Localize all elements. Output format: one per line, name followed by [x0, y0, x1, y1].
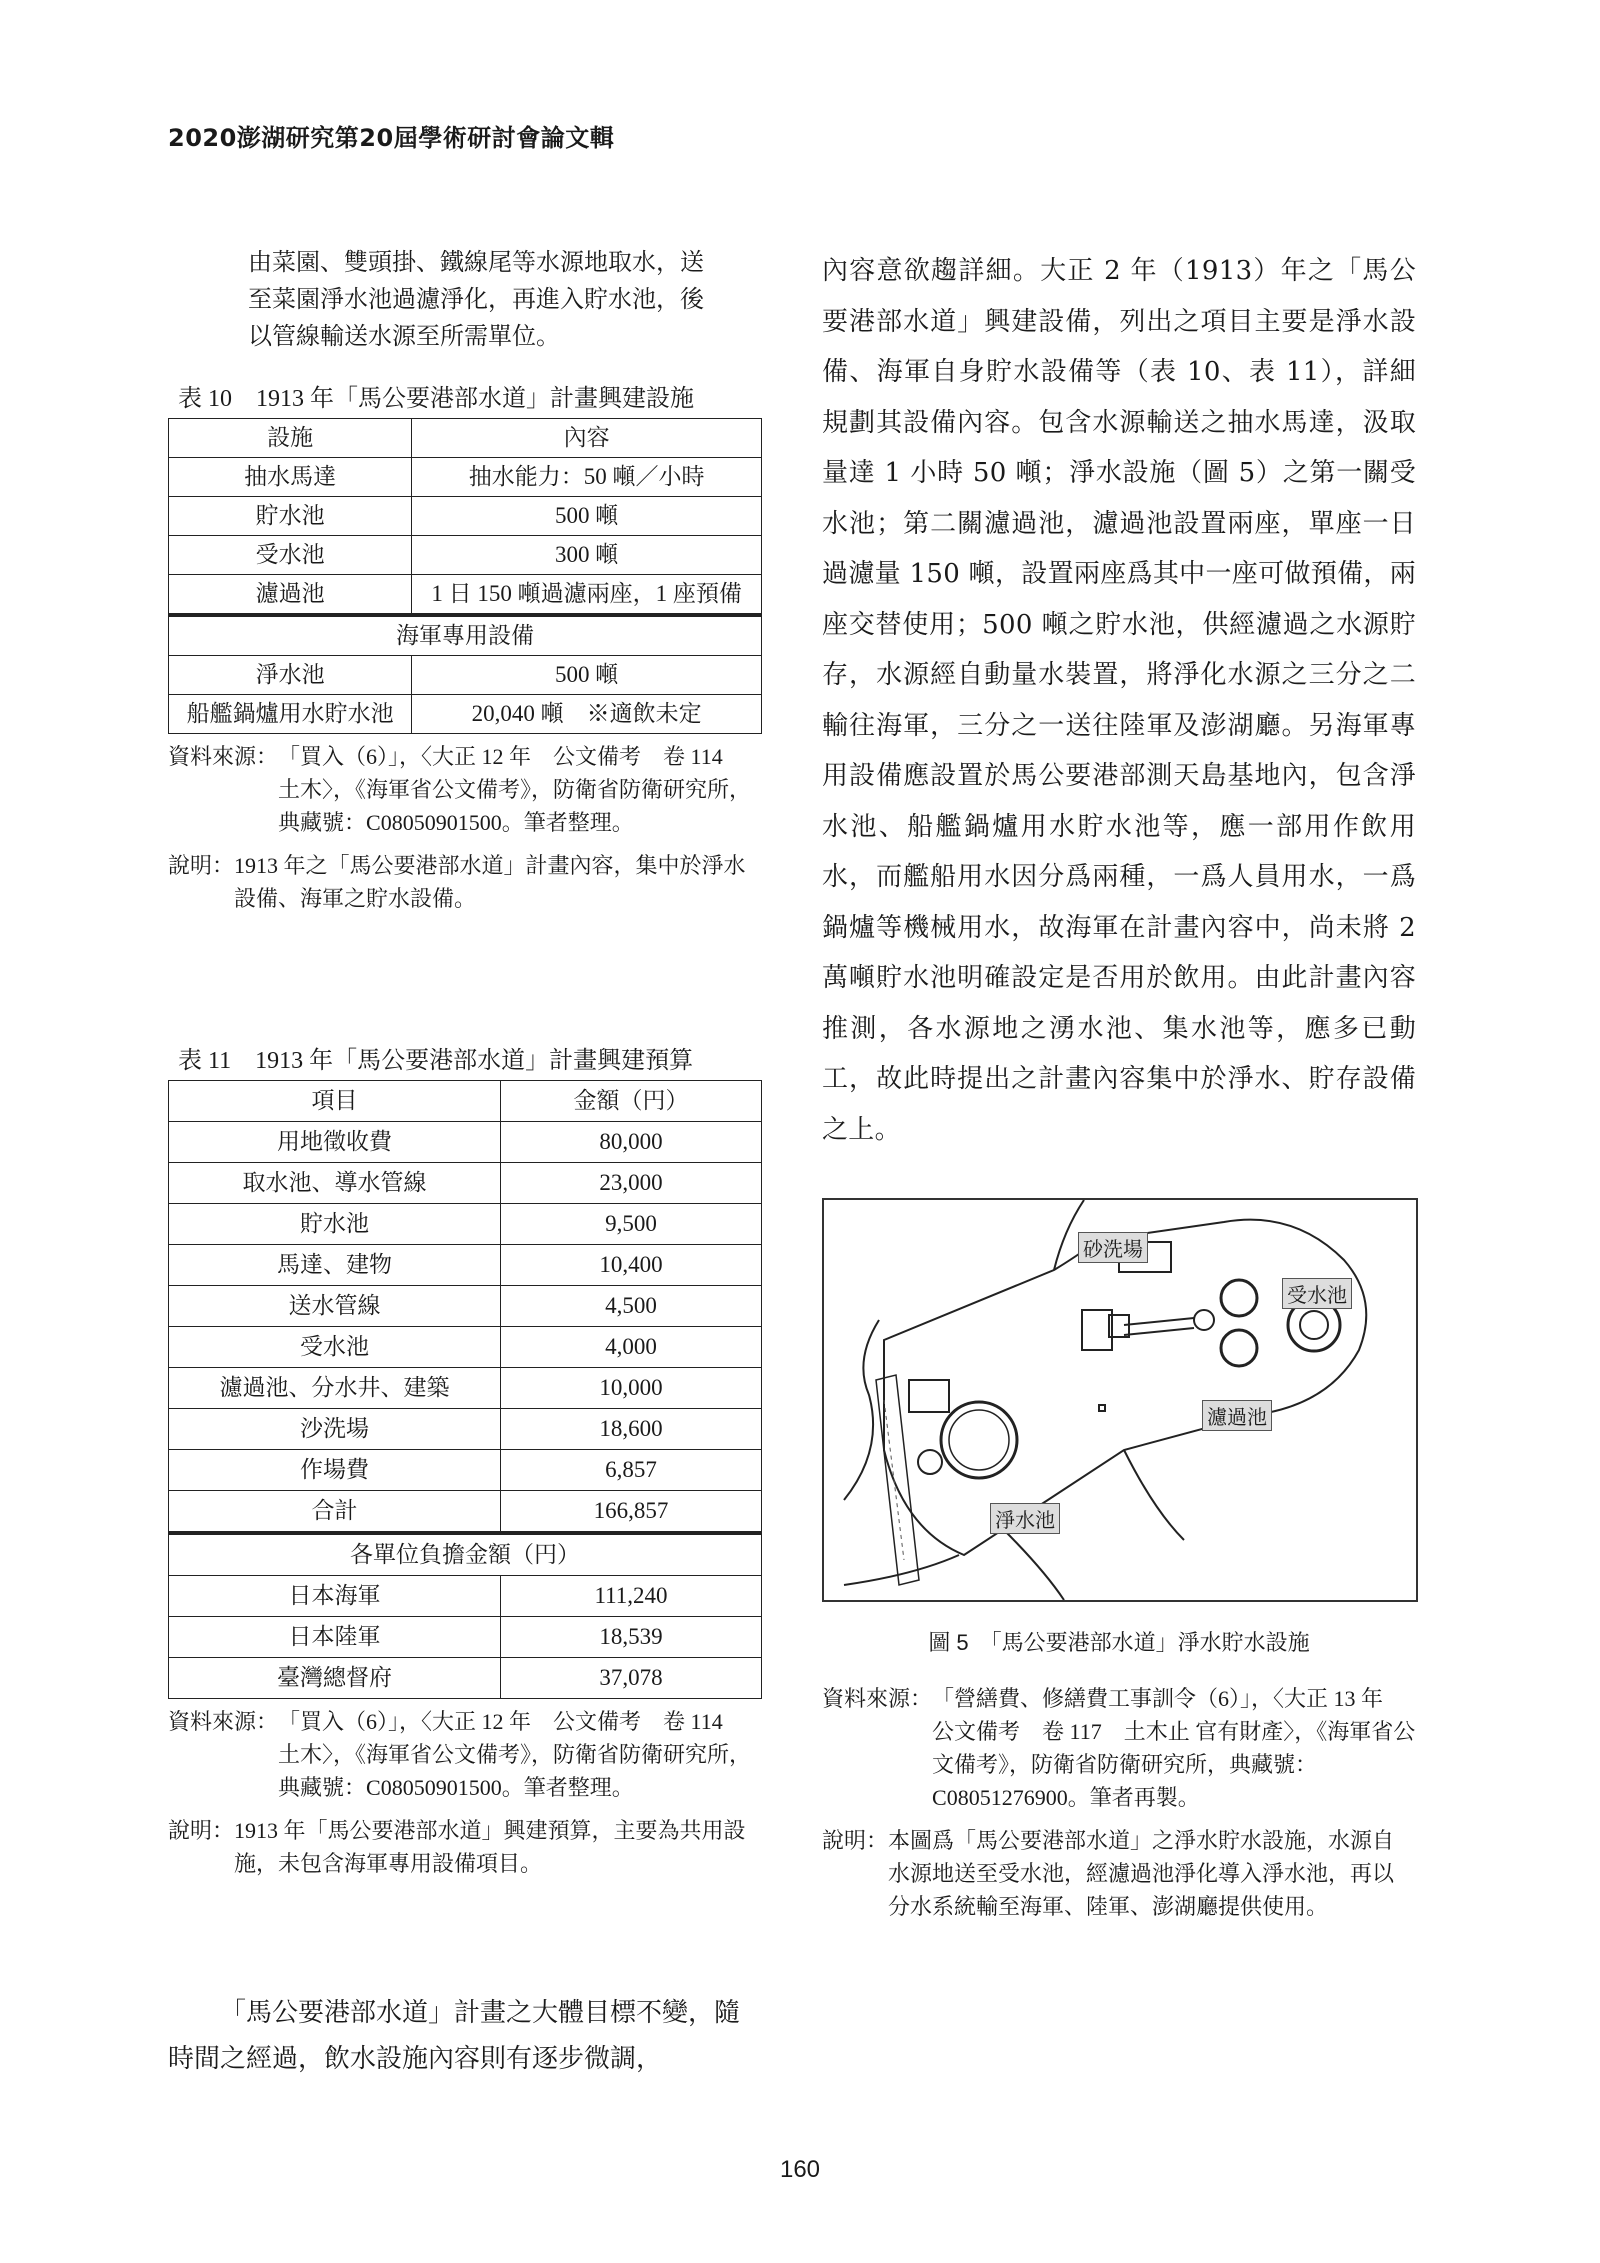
header-cell: 內容 — [412, 419, 762, 458]
table-row — [169, 1122, 762, 1163]
table-row — [169, 1204, 762, 1245]
table-cell: 送水管線 — [169, 1286, 501, 1327]
table10-block — [168, 384, 762, 915]
table-cell: 淨水池 — [169, 656, 412, 695]
table-cell: 船艦鍋爐用水貯水池 — [169, 695, 412, 734]
table-cell: 4,000 — [501, 1327, 762, 1368]
table10-source — [168, 740, 762, 839]
table-row — [169, 1163, 762, 1204]
table-cell: 取水池、導水管線 — [169, 1163, 501, 1204]
table-cell: 抽水能力：50 噸／小時 — [412, 458, 762, 497]
table-cell: 受水池 — [169, 1327, 501, 1368]
header-cell: 金額（円） — [501, 1081, 762, 1122]
table10-note — [168, 849, 762, 915]
table-cell: 用地徵收費 — [169, 1122, 501, 1163]
table-row — [169, 1450, 762, 1491]
table-row — [169, 1245, 762, 1286]
note-label: 說明： — [822, 1828, 889, 1853]
page-number: 160 — [779, 2156, 821, 2183]
table-cell: 500 噸 — [412, 497, 762, 536]
table-cell: 1 日 150 噸過濾兩座，1 座預備 — [412, 575, 762, 616]
source-text: 「買入（6）」，〈大正 12 年 公文備考 卷 114 土木〉，《海軍省公文備考》，防衛省防衛研究所，典藏號：C08050901500。筆者整理。 — [278, 1709, 752, 1800]
table-cell: 10,000 — [501, 1368, 762, 1409]
left-paragraph-block — [168, 1990, 762, 2082]
table-row — [169, 458, 762, 497]
table-cell: 111,240 — [501, 1576, 762, 1617]
table-cell: 37,078 — [501, 1658, 762, 1699]
table-cell: 20,040 噸 ※適飲未定 — [412, 695, 762, 734]
table11-source — [168, 1705, 762, 1804]
table-row — [169, 695, 762, 734]
table-row — [169, 1327, 762, 1368]
table-section-row — [169, 615, 762, 656]
table-cell: 貯水池 — [169, 1204, 501, 1245]
table-cell: 合計 — [169, 1491, 501, 1534]
table-cell: 日本陸軍 — [169, 1617, 501, 1658]
table-cell: 300 噸 — [412, 536, 762, 575]
figure5-note — [822, 1824, 1416, 1923]
left-paragraph: 「馬公要港部水道」計畫之大體目標不變，隨時間之經過，飲水設施內容則有逐步微調， — [168, 1998, 741, 2074]
intro-text — [168, 244, 842, 355]
table-section-row — [169, 1533, 762, 1576]
running-header: 2020澎湖研究第20屆學術研討會論文輯 — [168, 124, 615, 152]
table-cell: 貯水池 — [169, 497, 412, 536]
table-cell: 18,600 — [501, 1409, 762, 1450]
table-header-row — [169, 419, 762, 458]
table-row — [169, 1368, 762, 1409]
source-text: 「營繕費、修繕費工事訓令（6）」，〈大正 13 年 公文備考 卷 117 土木止 官有財產〉，《海軍省公文備考》，防衛省防衛研究所，典藏號：C08051276900。筆者再製。 — [932, 1686, 1416, 1810]
source-text: 「買入（6）」，〈大正 12 年 公文備考 卷 114 土木〉，《海軍省公文備考》，防衛省防衛研究所，典藏號：C08050901500。筆者整理。 — [278, 744, 752, 835]
table-cell: 受水池 — [169, 536, 412, 575]
table-cell: 濾過池 — [169, 575, 412, 616]
figure5-map — [822, 1198, 1418, 1602]
table-row — [169, 1617, 762, 1658]
table-cell: 10,400 — [501, 1245, 762, 1286]
label-clean-pool: 淨水池 — [990, 1503, 1060, 1534]
table-row — [169, 656, 762, 695]
table-row — [169, 1491, 762, 1534]
intro-line: 至菜園淨水池過濾淨化，再進入貯水池，後 — [248, 285, 704, 313]
table-cell: 6,857 — [501, 1450, 762, 1491]
intro-line: 由菜園、雙頭掛、鐵線尾等水源地取水，送 — [248, 248, 704, 276]
table11 — [168, 1080, 762, 1699]
table10-caption: 表 10 1913 年「馬公要港部水道」計畫興建設施 — [178, 386, 694, 412]
table-cell: 作場費 — [169, 1450, 501, 1491]
table-row — [169, 1658, 762, 1699]
table-cell: 18,539 — [501, 1617, 762, 1658]
right-paragraph: 內容意欲趨詳細。大正 2 年（1913）年之「馬公要港部水道」興建設備，列出之項目主要是淨水設備、海軍自身貯水設備等（表 10、表 11），詳細規劃其設備內容。包含水源輸送之抽水馬達，汲取量達 1 小時 50 噸；淨水設施（圖 5）之第一關受水池；第二關濾過池，濾過池設置兩座，單座一日過濾量 150 噸，設置兩座爲其中一座可做預備，兩座交替使用；500 噸之貯水池，供經濾過之水源貯存，水源經自動量水裝置，將淨化水源之三分之二輸往海軍，三分之一送往陸軍及澎湖廳。另海軍專用設備應設置於馬公要港部測天島基地內，包含淨水池、船艦鍋爐用水貯水池等，應一部用作飲用水，而艦船用水因分爲兩種，一爲人員用水，一爲鍋爐等機械用水，故海軍在計畫內容中，尚未將 2 萬噸貯水池明確設定是否用於飲用。由此計畫內容推測，各水源地之湧水池、集水池等，應多已動工，故此時提出之計畫內容集中於淨水、貯存設備之上。 — [822, 256, 1416, 1145]
table11-note — [168, 1814, 762, 1880]
table-cell: 馬達、建物 — [169, 1245, 501, 1286]
figure5-notes — [822, 1676, 1416, 1923]
note-label: 說明： — [168, 853, 235, 878]
table-cell: 抽水馬達 — [169, 458, 412, 497]
section-cell: 海軍專用設備 — [169, 615, 762, 656]
table-header-row — [169, 1081, 762, 1122]
table11-caption: 表 11 1913 年「馬公要港部水道」計畫興建預算 — [178, 1048, 694, 1074]
right-paragraph-block — [822, 246, 1416, 1155]
table11-block — [168, 1046, 762, 1880]
table-cell: 80,000 — [501, 1122, 762, 1163]
table-cell: 500 噸 — [412, 656, 762, 695]
table-row — [169, 1286, 762, 1327]
table-cell: 4,500 — [501, 1286, 762, 1327]
note-text: 本圖爲「馬公要港部水道」之淨水貯水設施，水源自水源地送至受水池，經濾過池淨化導入淨水池，再以分水系統輸至海軍、陸軍、澎湖廳提供使用。 — [888, 1828, 1395, 1919]
note-text: 1913 年「馬公要港部水道」興建預算，主要為共用設施，未包含海軍專用設備項目。 — [234, 1818, 746, 1876]
table-cell: 沙洗場 — [169, 1409, 501, 1450]
label-filter-pool: 濾過池 — [1202, 1400, 1272, 1431]
table-cell: 9,500 — [501, 1204, 762, 1245]
source-label: 資料來源： — [822, 1686, 933, 1711]
table10 — [168, 418, 762, 734]
label-sand-washing: 砂洗場 — [1078, 1232, 1148, 1263]
figure5-source — [822, 1682, 1416, 1814]
header-cell: 設施 — [169, 419, 412, 458]
label-receiving-pool: 受水池 — [1282, 1278, 1352, 1309]
table-cell: 臺灣總督府 — [169, 1658, 501, 1699]
table-row — [169, 536, 762, 575]
table-cell: 166,857 — [501, 1491, 762, 1534]
table-cell: 濾過池、分水井、建築 — [169, 1368, 501, 1409]
note-label: 說明： — [168, 1818, 235, 1843]
source-label: 資料來源： — [168, 744, 279, 769]
table-row — [169, 575, 762, 616]
table-row — [169, 1576, 762, 1617]
section-cell: 各單位負擔金額（円） — [169, 1533, 762, 1576]
table-row — [169, 1409, 762, 1450]
intro-line: 以管線輸送水源至所需單位。 — [248, 322, 560, 350]
figure5-caption: 圖 5 「馬公要港部水道」淨水貯水設施 — [928, 1630, 1310, 1655]
table-cell: 日本海軍 — [169, 1576, 501, 1617]
table-row — [169, 497, 762, 536]
source-label: 資料來源： — [168, 1709, 279, 1734]
header-cell: 項目 — [169, 1081, 501, 1122]
note-text: 1913 年之「馬公要港部水道」計畫內容，集中於淨水設備、海軍之貯水設備。 — [234, 853, 746, 911]
table-cell: 23,000 — [501, 1163, 762, 1204]
